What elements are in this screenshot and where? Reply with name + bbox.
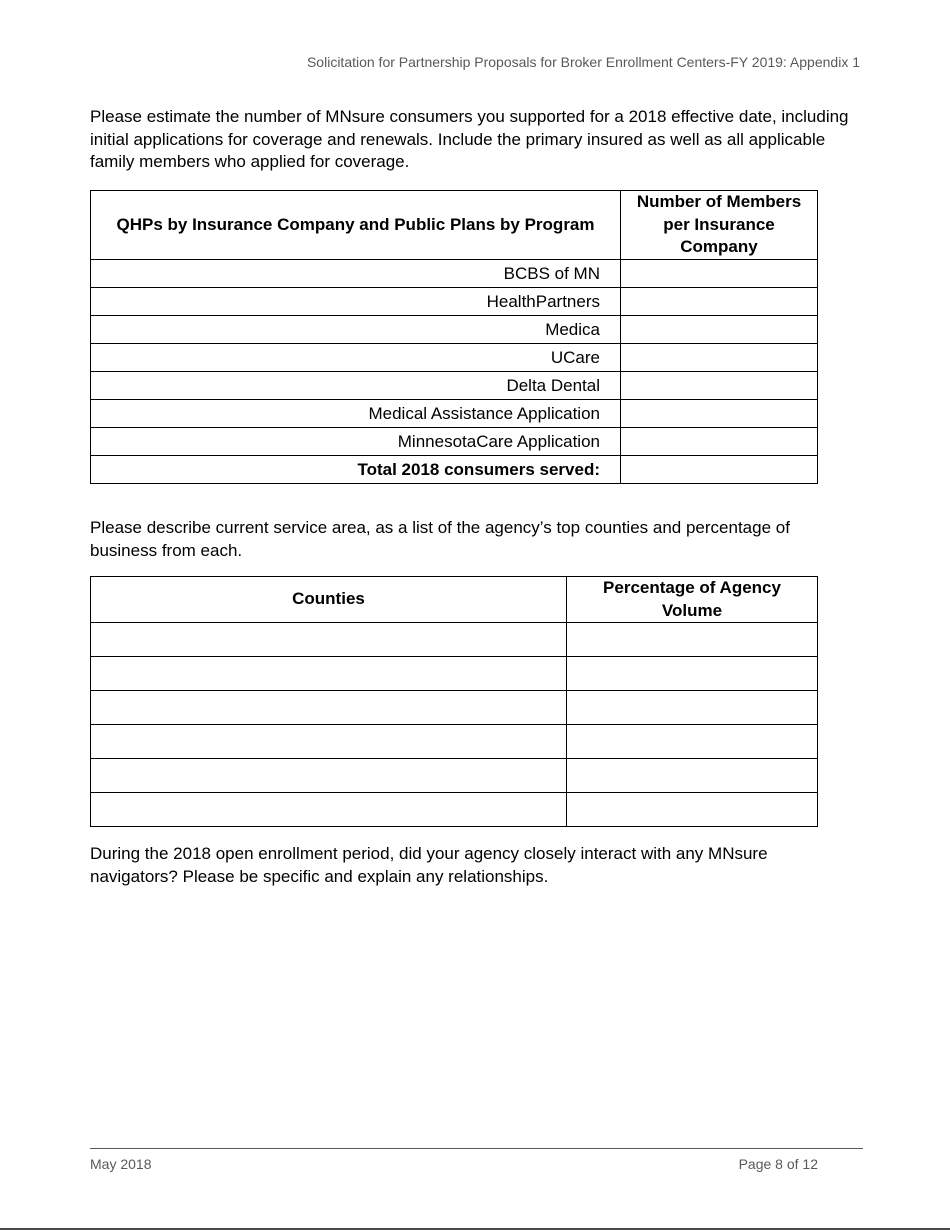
- intro-paragraph: Please estimate the number of MNsure consumers you supported for a 2018 effective date, including initial applications for coverage and renewals. Include the primary insured as well as all applicable family members who applied for coverage.: [90, 107, 849, 171]
- document-header: Solicitation for Partnership Proposals for Broker Enrollment Centers-FY 2019: Appendix 1: [306, 54, 860, 70]
- percentage-cell[interactable]: [567, 657, 818, 691]
- counties-table-header-row: [91, 577, 818, 623]
- table-row: [91, 428, 818, 456]
- member-count-cell[interactable]: [621, 344, 818, 372]
- counties-table-col1-header: Counties: [91, 577, 567, 623]
- members-table-col2-header: [621, 191, 818, 260]
- navigators-paragraph: During the 2018 open enrollment period, did your agency closely interact with any MNsure navigators? Please be specific and explain any relationships.: [90, 844, 768, 886]
- plan-label: MinnesotaCare Application: [91, 428, 621, 456]
- table-row: [91, 400, 818, 428]
- member-count-cell[interactable]: [621, 372, 818, 400]
- county-cell[interactable]: [91, 759, 567, 793]
- member-count-cell[interactable]: [621, 316, 818, 344]
- total-label: Total 2018 consumers served:: [91, 456, 621, 484]
- counties-paragraph: Please describe current service area, as a list of the agency’s top counties and percentage of business from each.: [90, 518, 790, 560]
- table-row: [91, 623, 818, 657]
- member-count-cell[interactable]: [621, 400, 818, 428]
- percentage-cell[interactable]: [567, 623, 818, 657]
- counties-table-col2-header-line: Percentage of Agency: [603, 578, 781, 597]
- members-table-col2-header-line: Company: [680, 237, 758, 257]
- members-table-header-row: [91, 191, 818, 260]
- county-cell[interactable]: [91, 793, 567, 827]
- table-row: [91, 793, 818, 827]
- footer-divider: [90, 1148, 863, 1149]
- member-count-cell[interactable]: [621, 428, 818, 456]
- table-row: [91, 657, 818, 691]
- table-row: [91, 344, 818, 372]
- table-row: [91, 316, 818, 344]
- plan-label: Medica: [91, 316, 621, 344]
- table-row: [91, 288, 818, 316]
- member-count-cell[interactable]: [621, 288, 818, 316]
- members-table-col2-header-line: per Insurance: [663, 214, 775, 234]
- members-table: [90, 190, 818, 484]
- percentage-cell[interactable]: [567, 691, 818, 725]
- member-count-cell[interactable]: [621, 260, 818, 288]
- plan-label: Delta Dental: [91, 372, 621, 400]
- counties-table-col2-header-line: Volume: [661, 600, 723, 620]
- county-cell[interactable]: [91, 725, 567, 759]
- plan-label: BCBS of MN: [91, 260, 621, 288]
- percentage-cell[interactable]: [567, 725, 818, 759]
- total-count-cell[interactable]: [621, 456, 818, 484]
- table-row: [91, 260, 818, 288]
- counties-table: [90, 576, 818, 827]
- county-cell[interactable]: [91, 657, 567, 691]
- county-cell[interactable]: [91, 691, 567, 725]
- members-table-col2-header-line: Number of Members: [636, 192, 802, 212]
- percentage-cell[interactable]: [567, 759, 818, 793]
- table-row: [91, 725, 818, 759]
- footer-page-number: Page 8 of 12: [738, 1156, 818, 1172]
- table-row: [91, 372, 818, 400]
- plan-label: HealthPartners: [91, 288, 621, 316]
- counties-table-col2-header: [567, 577, 818, 623]
- footer-date: May 2018: [90, 1156, 152, 1172]
- members-table-col1-header: QHPs by Insurance Company and Public Plans by Program: [91, 191, 621, 260]
- table-row-total: [91, 456, 818, 484]
- plan-label: UCare: [91, 344, 621, 372]
- plan-label: Medical Assistance Application: [91, 400, 621, 428]
- table-row: [91, 759, 818, 793]
- county-cell[interactable]: [91, 623, 567, 657]
- percentage-cell[interactable]: [567, 793, 818, 827]
- table-row: [91, 691, 818, 725]
